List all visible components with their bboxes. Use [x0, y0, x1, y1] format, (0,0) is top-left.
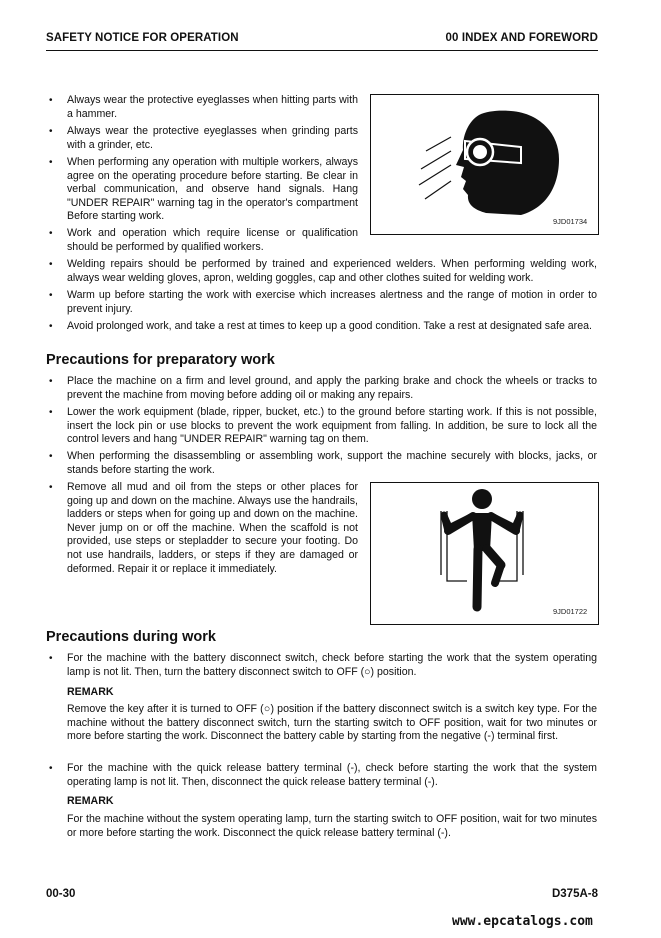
bullet-symbol: •	[49, 290, 53, 301]
bullet-symbol: •	[49, 482, 53, 493]
bullet-item	[49, 406, 597, 447]
bullet-text: For the machine with the quick release battery terminal (-), check before starting the work that the system operating lamp is not lit. Then, disconnect the quick release battery terminal (-).	[67, 762, 597, 788]
bullet-item	[49, 227, 358, 254]
bullet-text: Work and operation which require license or qualification should be performed by qualified workers.	[67, 227, 358, 253]
bullet-item	[49, 481, 358, 576]
bullet-item	[49, 156, 358, 224]
bullet-item	[49, 94, 358, 121]
section-heading-during: Precautions during work	[46, 629, 216, 645]
page-number: 00-30	[46, 888, 76, 900]
bullet-symbol: •	[49, 157, 53, 168]
bullet-symbol: •	[49, 95, 53, 106]
bullet-symbol: •	[49, 126, 53, 137]
bullet-item	[49, 289, 597, 316]
bullet-item	[49, 258, 597, 285]
bullet-item	[49, 652, 597, 679]
person-handrails-illustration	[371, 483, 598, 624]
bullet-item	[49, 375, 597, 402]
header-section-title: SAFETY NOTICE FOR OPERATION	[46, 32, 239, 44]
figure-code: 9JD01722	[553, 607, 588, 616]
bullet-item	[49, 320, 597, 334]
bullet-text: Always wear the protective eyeglasses when hitting parts with a hammer.	[67, 94, 358, 120]
bullet-symbol: •	[49, 407, 53, 418]
figure-protective-eyeglasses	[370, 94, 599, 235]
bullet-text: Always wear the protective eyeglasses when grinding parts with a grinder, etc.	[67, 125, 358, 151]
remark-text: Remove the key after it is turned to OFF (○) position if the battery disconnect switch is a switch key type. For the machine without the battery disconnect switch, turn the starting switch to OFF position, wait for two minutes or more before starting the work. Disconnect the battery cable by starting from the negative (-) terminal first.	[67, 703, 597, 743]
model-number: D375A-8	[551, 888, 598, 900]
watermark-link[interactable]: www.epcatalogs.com	[452, 914, 593, 929]
bullet-text: Place the machine on a firm and level ground, and apply the parking brake and chock the wheels or tracks to prevent the machine from moving before adding oil or making any repairs.	[67, 375, 597, 401]
section-heading-preparatory: Precautions for preparatory work	[46, 352, 275, 368]
bullet-symbol: •	[49, 228, 53, 239]
bullet-text: For the machine with the battery disconnect switch, check before starting the work that the system operating lamp is not lit. Then, turn the battery disconnect switch to OFF (○) position.	[67, 652, 597, 678]
bullet-symbol: •	[49, 321, 53, 332]
header-chapter-title: 00 INDEX AND FOREWORD	[445, 32, 598, 44]
bullet-symbol: •	[49, 451, 53, 462]
bullet-text: When performing the disassembling or assembling work, support the machine securely with blocks, jacks, or stands before starting the work.	[67, 450, 597, 476]
bullet-item	[49, 125, 358, 152]
bullet-symbol: •	[49, 653, 53, 664]
bullet-symbol: •	[49, 259, 53, 270]
figure-code: 9JD01734	[553, 217, 588, 226]
bullet-text: Lower the work equipment (blade, ripper, bucket, etc.) to the ground before starting work. If this is not possible, insert the lock pin or use blocks to prevent the work equipment from falling. In addition, be sure to lock all the control levers and hang "UNDER REPAIR" warning tag on them.	[67, 406, 597, 446]
figure-handrail-climbing	[370, 482, 599, 625]
bullet-item	[49, 450, 597, 477]
bullet-text: Welding repairs should be performed by trained and experienced welders. When performing welding work, always wear welding gloves, apron, welding goggles, cap and other clothes suited for welding work.	[67, 258, 597, 284]
header-rule	[46, 50, 598, 51]
bullet-symbol: •	[49, 763, 53, 774]
bullet-text: Remove all mud and oil from the steps or other places for going up and down on the machine. Always use the handrails, ladders or steps when for going up and down on the machine. Never jump on or off the machine. When the scaffold is not provided, use steps or stepladder to secure your footing. Do not use handrails, ladders, or steps if they are damaged or deformed. Repair it or replace it immediately.	[67, 481, 358, 575]
bullet-item	[49, 762, 597, 789]
remark-text: For the machine without the system operating lamp, turn the starting switch to OFF position, wait for two minutes or more before starting the work. Disconnect the quick release battery terminal (-).	[67, 813, 597, 839]
bullet-text: Warm up before starting the work with exercise which increases alertness and the range of motion in order to prevent injury.	[67, 289, 597, 315]
bullet-text: Avoid prolonged work, and take a rest at times to keep up a good condition. Take a rest at designated safe area.	[67, 320, 592, 332]
remark-label: REMARK	[67, 686, 114, 698]
bullet-text: When performing any operation with multiple workers, always agree on the operating procedure before starting. Be clear in verbal communication, and observe hand signals. Hang "UNDER REPAIR" warning tag in the operator's compartment Before starting work.	[67, 156, 358, 223]
bullet-symbol: •	[49, 376, 53, 387]
remark-label: REMARK	[67, 795, 114, 807]
goggles-head-illustration	[371, 95, 598, 234]
